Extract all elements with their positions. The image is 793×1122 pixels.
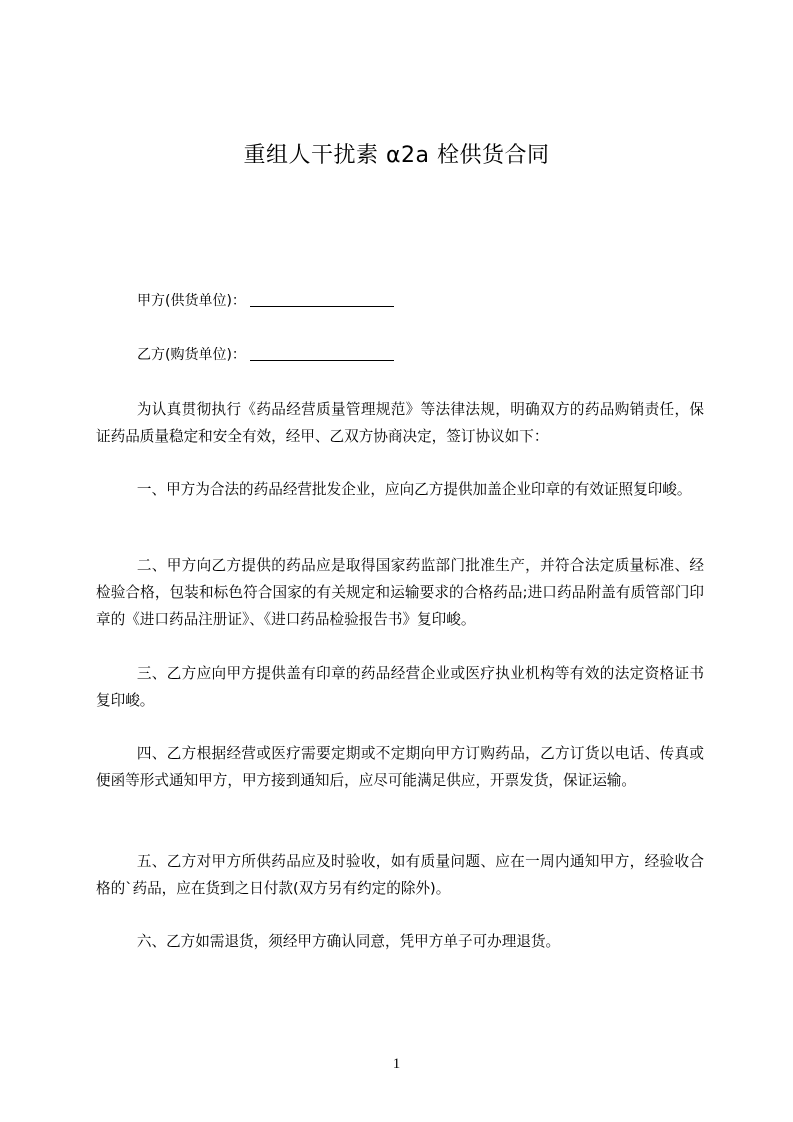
party-b-line	[137, 345, 394, 365]
page-number: 1	[392, 1056, 401, 1072]
clause-5: 五、乙方对甲方所供药品应及时验收，如有质量问题、应在一周内通知甲方，经验收合格的`药品，应在货到之日付款(双方另有约定的除外)。	[96, 853, 704, 897]
document-title: 重组人干扰素 α2a 栓供货合同	[243, 143, 550, 168]
clause-1: 一、甲方为合法的药品经营批发企业，应向乙方提供加盖企业印章的有效证照复印峻。	[136, 481, 692, 498]
party-b-label: 乙方(购货单位)：	[137, 347, 246, 363]
clause-3: 三、乙方应向甲方提供盖有印章的药品经营企业或医疗执业机构等有效的法定资格证书复印峻。	[96, 665, 704, 709]
clause-4: 四、乙方根据经营或医疗需要定期或不定期向甲方订购药品，乙方订货以电话、传真或便函等形式通知甲方，甲方接到通知后，应尽可能满足供应，开票发货，保证运输。	[96, 745, 704, 789]
intro-paragraph: 为认真贯彻执行《药品经营质量管理规范》等法律法规，明确双方的药品购销责任，保证药品质量稳定和安全有效，经甲、乙双方协商决定，签订协议如下：	[96, 401, 704, 445]
party-a-blank	[250, 292, 394, 307]
clause-2: 二、甲方向乙方提供的药品应是取得国家药监部门批准生产，并符合法定质量标准、经检验合格，包装和标色符合国家的有关规定和运输要求的合格药品;进口药品附盖有质管部门印章的《进口药品注册证》、《进口药品检验报告书》复印峻。	[96, 557, 704, 628]
party-b-blank	[250, 346, 394, 361]
party-a-label: 甲方(供货单位)：	[137, 293, 246, 309]
clause-6: 六、乙方如需退货，须经甲方确认同意，凭甲方单子可办理退货。	[136, 933, 561, 950]
party-a-line	[137, 291, 394, 311]
